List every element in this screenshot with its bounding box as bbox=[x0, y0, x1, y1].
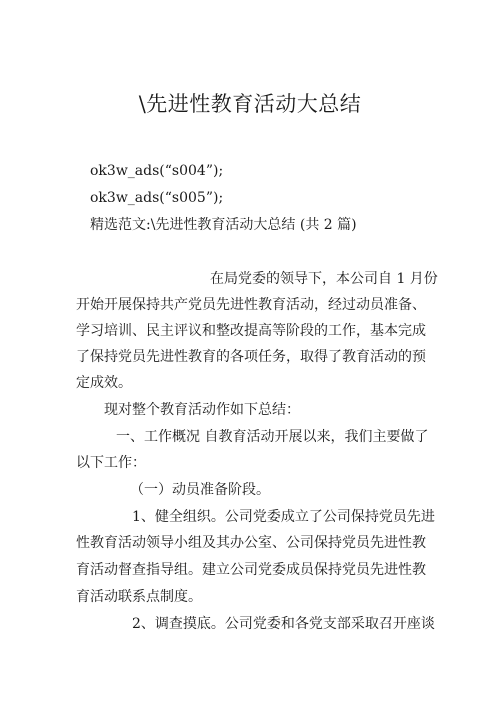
ad-code-line-2: ok3w_ads(“s005”); bbox=[90, 190, 224, 206]
body-line: 定成效。 bbox=[76, 375, 132, 391]
body-line: 了保持党员先进性教育的各项任务，取得了教育活动的预 bbox=[76, 349, 426, 365]
ad-code-line-1: ok3w_ads(“s004”); bbox=[90, 163, 224, 179]
selected-essay-line: 精选范文:\先进性教育活动大总结 (共 2 篇) bbox=[90, 217, 357, 233]
body-line: 2、调查摸底。公司党委和各党支部采取召开座谈 bbox=[132, 616, 435, 632]
body-line: 现对整个教育活动作如下总结： bbox=[104, 402, 300, 418]
body-line: 开始开展保持共产党员先进性教育活动，经过动员准备、 bbox=[76, 297, 426, 313]
body-line: 性教育活动领导小组及其办公室、公司保持党员先进性教 bbox=[76, 535, 426, 551]
body-line: 1、健全组织。公司党委成立了公司保持党员先进 bbox=[132, 509, 435, 525]
body-line: 以下工作： bbox=[76, 455, 146, 471]
body-line: 育活动督查指导组。建立公司党委成员保持党员先进性教 bbox=[76, 562, 426, 578]
section-heading: 一、工作概况 自教育活动开展以来，我们主要做了 bbox=[116, 429, 429, 445]
subsection-heading: （一）动员准备阶段。 bbox=[130, 482, 270, 498]
body-line: 在局党委的领导下，本公司自 1 月份 bbox=[210, 271, 438, 287]
body-line: 学习培训、民主评议和整改提高等阶段的工作，基本完成 bbox=[76, 323, 426, 339]
body-line: 育活动联系点制度。 bbox=[76, 589, 202, 605]
document-title: \先进性教育活动大总结 bbox=[138, 92, 362, 116]
